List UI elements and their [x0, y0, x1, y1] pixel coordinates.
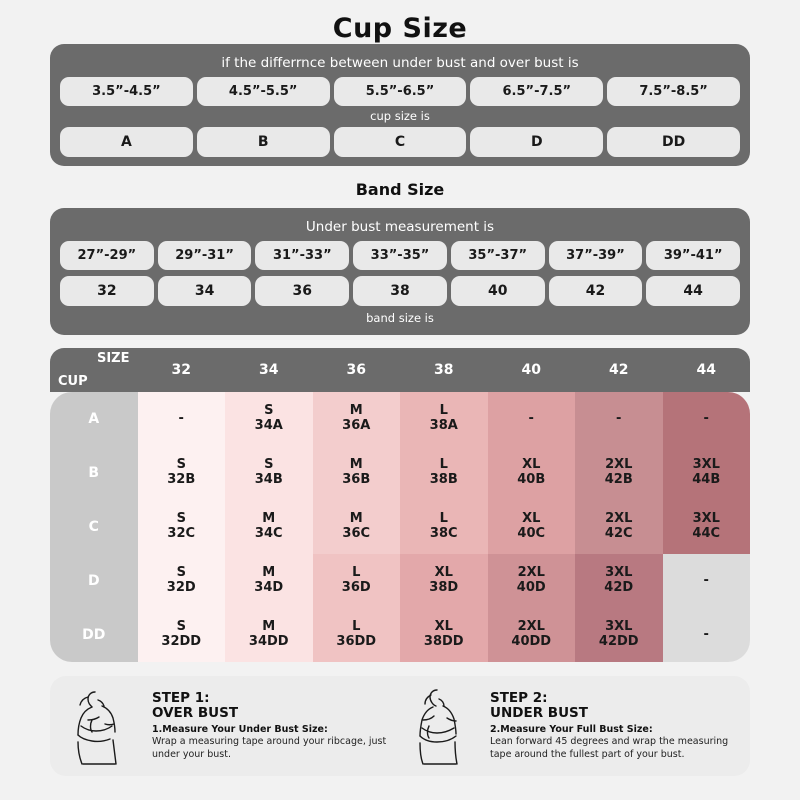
matrix-cell-line1: - — [703, 626, 709, 642]
matrix-cell-line1: - — [703, 410, 709, 426]
matrix-row — [50, 446, 750, 500]
matrix-col-header: 40 — [488, 348, 576, 392]
matrix-cell-line1: 2XL — [517, 565, 545, 581]
matrix-size-cell — [313, 446, 401, 500]
band-range-row — [60, 241, 740, 270]
matrix-size-cell — [575, 446, 663, 500]
matrix-cell-line1: - — [703, 572, 709, 588]
size-matrix — [50, 348, 750, 662]
matrix-cell-line1: 3XL — [692, 457, 720, 473]
matrix-size-cell — [575, 554, 663, 608]
matrix-cell-line1: M — [349, 511, 363, 527]
matrix-size-cell — [225, 500, 313, 554]
matrix-cell-line1: S — [176, 511, 186, 527]
matrix-col-header: 42 — [575, 348, 663, 392]
cup-size-panel — [50, 44, 750, 166]
matrix-cell-line2: 42C — [604, 526, 633, 541]
matrix-size-cell — [663, 608, 751, 662]
matrix-cell-line2: 32D — [166, 580, 196, 595]
matrix-size-cell — [663, 392, 751, 446]
page-title: Cup Size — [332, 13, 468, 44]
matrix-cell-line1: XL — [434, 619, 453, 635]
band-size-heading: Band Size — [355, 180, 445, 199]
matrix-size-cell — [313, 500, 401, 554]
matrix-size-cell — [225, 554, 313, 608]
matrix-cell-line1: S — [176, 565, 186, 581]
matrix-cell-line2: 44C — [692, 526, 721, 541]
matrix-size-cell — [138, 500, 226, 554]
cup-letter-cell: C — [334, 127, 467, 157]
matrix-cell-line1: S — [264, 403, 274, 419]
cup-range-cell: 5.5”-6.5” — [334, 77, 467, 106]
matrix-cell-line2: 38A — [429, 418, 458, 433]
matrix-cell-line1: 3XL — [605, 619, 633, 635]
band-range-cell: 39”-41” — [646, 241, 740, 270]
matrix-cell-line2: 34C — [254, 526, 283, 541]
matrix-corner-header — [50, 348, 138, 392]
matrix-size-cell — [138, 554, 226, 608]
matrix-cell-line2: 38D — [429, 580, 459, 595]
matrix-cell-line2: 34DD — [248, 634, 289, 649]
step-subtitle: 2.Measure Your Full Bust Size: — [490, 724, 653, 736]
matrix-cell-line2: 40B — [517, 472, 546, 487]
matrix-cell-line1: L — [352, 565, 361, 581]
matrix-size-cell — [575, 500, 663, 554]
step-under-bust-text — [486, 691, 738, 761]
matrix-cell-line2: 42DD — [598, 634, 639, 649]
step-title — [490, 691, 738, 721]
matrix-size-cell — [225, 392, 313, 446]
matrix-cell-line2: 36A — [342, 418, 371, 433]
matrix-size-cell — [488, 500, 576, 554]
matrix-header-row — [50, 348, 750, 392]
band-number-cell: 44 — [646, 276, 740, 306]
matrix-size-cell — [663, 446, 751, 500]
matrix-cell-line2: 36DD — [336, 634, 377, 649]
band-range-cell: 33”-35” — [353, 241, 447, 270]
matrix-cell-line2: 36B — [342, 472, 371, 487]
matrix-row — [50, 500, 750, 554]
band-number-cell: 40 — [451, 276, 545, 306]
matrix-cell-line2: 36C — [342, 526, 371, 541]
matrix-col-header: 44 — [663, 348, 751, 392]
cup-letter-cell: B — [197, 127, 330, 157]
over-bust-illustration-icon — [62, 680, 148, 772]
matrix-size-cell — [225, 446, 313, 500]
matrix-cell-line1: M — [262, 565, 276, 581]
step-title-line2: UNDER BUST — [490, 704, 588, 721]
matrix-cell-line2: 40C — [517, 526, 546, 541]
matrix-cell-line2: 38DD — [423, 634, 464, 649]
cup-letter-cell: A — [60, 127, 193, 157]
matrix-cell-line1: L — [439, 457, 448, 473]
matrix-cell-line1: M — [349, 403, 363, 419]
matrix-size-cell — [400, 554, 488, 608]
under-bust-illustration-icon — [400, 680, 486, 772]
matrix-size-cell — [663, 500, 751, 554]
matrix-cup-cell: D — [50, 554, 138, 608]
matrix-size-label: SIZE — [96, 351, 130, 366]
matrix-row — [50, 392, 750, 446]
cup-letter-cell: D — [470, 127, 603, 157]
matrix-cell-line1: - — [528, 410, 534, 426]
band-size-panel — [50, 208, 750, 335]
matrix-cup-cell: DD — [50, 608, 138, 662]
matrix-cell-line2: 34B — [254, 472, 283, 487]
matrix-cell-line1: M — [349, 457, 363, 473]
step-body: Lean forward 45 degrees and wrap the measuring tape around the fullest part of your bust. — [490, 736, 729, 760]
matrix-cell-line2: 34A — [254, 418, 283, 433]
matrix-cell-line2: 32B — [167, 472, 196, 487]
band-number-cell: 38 — [353, 276, 447, 306]
matrix-cell-line1: L — [439, 511, 448, 527]
matrix-cell-line1: 2XL — [517, 619, 545, 635]
step-title-line1: STEP 1: — [152, 689, 210, 706]
matrix-cup-cell: C — [50, 500, 138, 554]
band-number-cell: 34 — [158, 276, 252, 306]
matrix-size-cell — [400, 608, 488, 662]
cup-range-cell: 3.5”-4.5” — [60, 77, 193, 106]
matrix-cell-line2: 42D — [604, 580, 634, 595]
matrix-cell-line1: XL — [434, 565, 453, 581]
matrix-cell-line2: 38B — [429, 472, 458, 487]
matrix-size-cell — [400, 500, 488, 554]
matrix-size-cell — [313, 554, 401, 608]
matrix-col-header: 38 — [400, 348, 488, 392]
band-number-cell: 42 — [549, 276, 643, 306]
cup-panel-caption-mid: cup size is — [370, 109, 430, 123]
step-title — [152, 691, 400, 721]
matrix-cell-line2: 32DD — [161, 634, 202, 649]
matrix-cell-line1: 2XL — [605, 457, 633, 473]
cup-letter-row — [60, 127, 740, 157]
matrix-cell-line1: M — [262, 511, 276, 527]
matrix-cell-line2: 34D — [254, 580, 284, 595]
band-number-cell: 32 — [60, 276, 154, 306]
matrix-row — [50, 554, 750, 608]
matrix-cell-line1: - — [178, 410, 184, 426]
band-range-cell: 35”-37” — [451, 241, 545, 270]
matrix-size-cell — [400, 392, 488, 446]
matrix-col-header: 32 — [138, 348, 226, 392]
matrix-size-cell — [488, 446, 576, 500]
cup-range-row — [60, 77, 740, 106]
matrix-size-cell — [575, 392, 663, 446]
matrix-cell-line2: 44B — [692, 472, 721, 487]
band-number-row — [60, 276, 740, 306]
step-over-bust — [62, 680, 400, 772]
cup-range-cell: 7.5”-8.5” — [607, 77, 740, 106]
matrix-cell-line2: 38C — [429, 526, 458, 541]
matrix-cell-line1: M — [262, 619, 276, 635]
matrix-size-cell — [400, 446, 488, 500]
matrix-size-cell — [663, 554, 751, 608]
band-panel-caption-bottom: band size is — [366, 311, 434, 325]
matrix-cell-line1: S — [176, 457, 186, 473]
band-number-cell: 36 — [255, 276, 349, 306]
band-panel-caption-top: Under bust measurement is — [305, 219, 495, 235]
matrix-cell-line1: 2XL — [605, 511, 633, 527]
matrix-cell-line1: - — [616, 410, 622, 426]
measure-steps-panel — [50, 676, 750, 776]
step-title-line1: STEP 2: — [490, 689, 548, 706]
matrix-cell-line1: XL — [522, 457, 541, 473]
cup-panel-caption-top: if the differrnce between under bust and over bust is — [221, 55, 579, 71]
band-range-cell: 27”-29” — [60, 241, 154, 270]
matrix-col-header: 36 — [313, 348, 401, 392]
matrix-cell-line1: 3XL — [692, 511, 720, 527]
matrix-cell-line1: L — [439, 403, 448, 419]
matrix-cell-line1: S — [176, 619, 186, 635]
matrix-cell-line2: 42B — [604, 472, 633, 487]
matrix-size-cell — [138, 392, 226, 446]
matrix-row — [50, 608, 750, 662]
matrix-size-cell — [488, 392, 576, 446]
matrix-cell-line1: S — [264, 457, 274, 473]
matrix-size-cell — [488, 608, 576, 662]
matrix-size-cell — [575, 608, 663, 662]
matrix-cell-line2: 40D — [516, 580, 546, 595]
matrix-cup-label: CUP — [58, 374, 88, 389]
matrix-cup-cell: B — [50, 446, 138, 500]
matrix-cell-line2: 32C — [167, 526, 196, 541]
band-range-cell: 37”-39” — [549, 241, 643, 270]
band-range-cell: 31”-33” — [255, 241, 349, 270]
matrix-cell-line2: 40DD — [511, 634, 552, 649]
band-range-cell: 29”-31” — [158, 241, 252, 270]
matrix-size-cell — [488, 554, 576, 608]
step-body: Wrap a measuring tape around your ribcage, just under your bust. — [152, 736, 387, 760]
matrix-cup-cell: A — [50, 392, 138, 446]
cup-range-cell: 6.5”-7.5” — [470, 77, 603, 106]
matrix-cell-line1: XL — [522, 511, 541, 527]
matrix-size-cell — [138, 446, 226, 500]
matrix-size-cell — [225, 608, 313, 662]
matrix-cell-line1: 3XL — [605, 565, 633, 581]
cup-range-cell: 4.5”-5.5” — [197, 77, 330, 106]
matrix-cell-line1: L — [352, 619, 361, 635]
step-title-line2: OVER BUST — [152, 704, 239, 721]
step-over-bust-text — [148, 691, 400, 761]
matrix-size-cell — [313, 392, 401, 446]
matrix-size-cell — [313, 608, 401, 662]
matrix-col-header: 34 — [225, 348, 313, 392]
matrix-size-cell — [138, 608, 226, 662]
matrix-cell-line2: 36D — [341, 580, 371, 595]
step-under-bust — [400, 680, 738, 772]
matrix-body — [50, 392, 750, 662]
cup-letter-cell: DD — [607, 127, 740, 157]
step-subtitle: 1.Measure Your Under Bust Size: — [152, 724, 328, 736]
